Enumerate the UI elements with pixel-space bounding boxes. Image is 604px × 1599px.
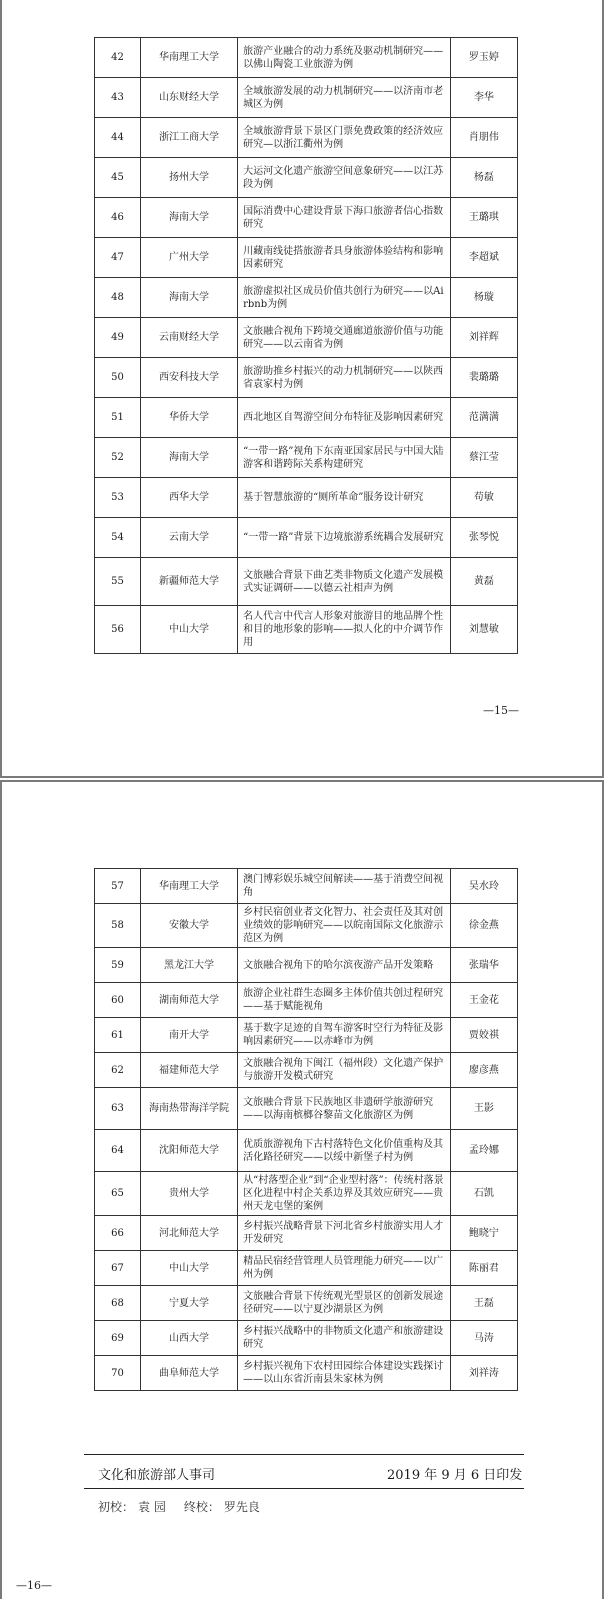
university-cell: 湖南师范大学 bbox=[140, 983, 237, 1018]
project-title-cell: 精品民宿经营管理人员管理能力研究——以广州为例 bbox=[238, 1251, 451, 1286]
university-cell: 宁夏大学 bbox=[140, 1286, 237, 1321]
author-cell: 范满满 bbox=[450, 398, 517, 438]
document-page-15 bbox=[0, 0, 604, 778]
author-cell: 刘慧敏 bbox=[450, 606, 517, 654]
table-row bbox=[95, 158, 518, 198]
author-cell: 孟玲娜 bbox=[450, 1130, 517, 1172]
author-cell: 李华 bbox=[450, 78, 517, 118]
project-title-cell: 旅游虚拟社区成员价值共创行为研究——以Airbnb为例 bbox=[238, 278, 451, 318]
project-title-cell: 乡村振兴战略中的非物质文化遗产和旅游建设研究 bbox=[238, 1321, 451, 1356]
table-row bbox=[95, 983, 518, 1018]
project-title-cell: 乡村民宿创业者文化智力、社会责任及其对创业绩效的影响研究——以皖南国际文化旅游示范区为例 bbox=[238, 904, 451, 948]
row-number: 48 bbox=[95, 278, 141, 318]
table-row bbox=[95, 438, 518, 478]
row-number: 70 bbox=[95, 1356, 141, 1391]
table-row bbox=[95, 1356, 518, 1391]
author-cell: 陈丽君 bbox=[450, 1251, 517, 1286]
university-cell: 福建师范大学 bbox=[140, 1053, 237, 1088]
row-number: 60 bbox=[95, 983, 141, 1018]
university-cell: 黑龙江大学 bbox=[140, 948, 237, 983]
project-title-cell: 文旅融合背景下曲艺类非物质文化遗产发展模式实证调研——以德云社相声为例 bbox=[238, 558, 451, 606]
row-number: 43 bbox=[95, 78, 141, 118]
document-page-16 bbox=[0, 780, 604, 1599]
row-number: 58 bbox=[95, 904, 141, 948]
project-title-cell: 文旅融合视角下闽江（福州段）文化遗产保护与旅游开发模式研究 bbox=[238, 1053, 451, 1088]
table-row bbox=[95, 1053, 518, 1088]
author-cell: 王金花 bbox=[450, 983, 517, 1018]
table-row bbox=[95, 318, 518, 358]
university-cell: 浙江工商大学 bbox=[140, 118, 237, 158]
table-row bbox=[95, 1088, 518, 1130]
table-row bbox=[95, 948, 518, 983]
university-cell: 华南理工大学 bbox=[140, 869, 237, 904]
table-row bbox=[95, 558, 518, 606]
row-number: 51 bbox=[95, 398, 141, 438]
project-title-cell: “一带一路”视角下东南亚国家居民与中国大陆游客和谐跨际关系构建研究 bbox=[238, 438, 451, 478]
project-title-cell: 从“村落型企业”到“企业型村落”：传统村落景区化进程中村企关系边界及其效应研究——贵州天龙屯堡的案例 bbox=[238, 1172, 451, 1216]
row-number: 52 bbox=[95, 438, 141, 478]
university-cell: 山东财经大学 bbox=[140, 78, 237, 118]
project-title-cell: “一带一路”背景下边境旅游系统耦合发展研究 bbox=[238, 518, 451, 558]
row-number: 42 bbox=[95, 38, 141, 78]
table-row bbox=[95, 38, 518, 78]
row-number: 55 bbox=[95, 558, 141, 606]
footer-top-rule bbox=[84, 1454, 524, 1455]
author-cell: 王磊 bbox=[450, 1286, 517, 1321]
project-title-cell: 文旅融合背景下传统观光型景区的创新发展途径研究——以宁夏沙湖景区为例 bbox=[238, 1286, 451, 1321]
table-row bbox=[95, 1018, 518, 1053]
table-row bbox=[95, 1286, 518, 1321]
project-title-cell: 西北地区自驾游空间分布特征及影响因素研究 bbox=[238, 398, 451, 438]
university-cell: 南开大学 bbox=[140, 1018, 237, 1053]
project-title-cell: 川藏南线徒搭旅游者具身旅游体验结构和影响因素研究 bbox=[238, 238, 451, 278]
project-title-cell: 文旅融合视角下跨境交通廊道旅游价值与功能研究——以云南省为例 bbox=[238, 318, 451, 358]
project-title-cell: 基于智慧旅游的“厕所革命”服务设计研究 bbox=[238, 478, 451, 518]
table-row bbox=[95, 278, 518, 318]
university-cell: 曲阜师范大学 bbox=[140, 1356, 237, 1391]
author-cell: 李超斌 bbox=[450, 238, 517, 278]
row-number: 54 bbox=[95, 518, 141, 558]
award-list-table bbox=[94, 37, 518, 654]
university-cell: 广州大学 bbox=[140, 238, 237, 278]
author-cell: 裴璐璐 bbox=[450, 358, 517, 398]
project-title-cell: 全域旅游背景下景区门票免费政策的经济效应研究—以浙江衢州为例 bbox=[238, 118, 451, 158]
row-number: 68 bbox=[95, 1286, 141, 1321]
row-number: 50 bbox=[95, 358, 141, 398]
author-cell: 黄磊 bbox=[450, 558, 517, 606]
author-cell: 王影 bbox=[450, 1088, 517, 1130]
proofreader-line bbox=[98, 1498, 264, 1515]
row-number: 53 bbox=[95, 478, 141, 518]
project-title-cell: 基于数字足迹的自驾车游客时空行为特征及影响因素研究——以赤峰市为例 bbox=[238, 1018, 451, 1053]
table-row bbox=[95, 1216, 518, 1251]
author-cell: 马涛 bbox=[450, 1321, 517, 1356]
table-row bbox=[95, 478, 518, 518]
author-cell: 蔡江莹 bbox=[450, 438, 517, 478]
university-cell: 河北师范大学 bbox=[140, 1216, 237, 1251]
author-cell: 杨璇 bbox=[450, 278, 517, 318]
row-number: 56 bbox=[95, 606, 141, 654]
university-cell: 海南大学 bbox=[140, 198, 237, 238]
project-title-cell: 全域旅游发展的动力机制研究——以济南市老城区为例 bbox=[238, 78, 451, 118]
first-proof-label: 初校： bbox=[98, 1500, 135, 1514]
table-row bbox=[95, 1321, 518, 1356]
university-cell: 西华大学 bbox=[140, 478, 237, 518]
author-cell: 张琴悦 bbox=[450, 518, 517, 558]
row-number: 67 bbox=[95, 1251, 141, 1286]
university-cell: 中山大学 bbox=[140, 1251, 237, 1286]
project-title-cell: 澳门博彩娱乐城空间解读——基于消费空间视角 bbox=[238, 869, 451, 904]
project-title-cell: 乡村振兴视角下农村田园综合体建设实践探讨——以山东省沂南县朱家林为例 bbox=[238, 1356, 451, 1391]
first-proof-name: 袁 园 bbox=[138, 1500, 166, 1514]
project-title-cell: 乡村振兴战略背景下河北省乡村旅游实用人才开发研究 bbox=[238, 1216, 451, 1251]
table-row bbox=[95, 1172, 518, 1216]
final-proof-label: 终校： bbox=[183, 1500, 220, 1514]
row-number: 49 bbox=[95, 318, 141, 358]
author-cell: 杨磊 bbox=[450, 158, 517, 198]
final-proof-name: 罗先良 bbox=[223, 1500, 260, 1514]
issue-date: 2019 年 9 月 6 日印发 bbox=[387, 1468, 523, 1483]
university-cell: 沈阳师范大学 bbox=[140, 1130, 237, 1172]
university-cell: 山西大学 bbox=[140, 1321, 237, 1356]
row-number: 44 bbox=[95, 118, 141, 158]
table-row bbox=[95, 518, 518, 558]
row-number: 62 bbox=[95, 1053, 141, 1088]
university-cell: 海南热带海洋学院 bbox=[140, 1088, 237, 1130]
row-number: 45 bbox=[95, 158, 141, 198]
university-cell: 海南大学 bbox=[140, 438, 237, 478]
footer-bottom-rule bbox=[84, 1488, 524, 1489]
university-cell: 中山大学 bbox=[140, 606, 237, 654]
project-title-cell: 文旅融合视角下的哈尔滨夜游产品开发策略 bbox=[238, 948, 451, 983]
university-cell: 华南理工大学 bbox=[140, 38, 237, 78]
university-cell: 海南大学 bbox=[140, 278, 237, 318]
table-row bbox=[95, 1130, 518, 1172]
table-row bbox=[95, 398, 518, 438]
university-cell: 云南财经大学 bbox=[140, 318, 237, 358]
row-number: 66 bbox=[95, 1216, 141, 1251]
author-cell: 徐金燕 bbox=[450, 904, 517, 948]
university-cell: 扬州大学 bbox=[140, 158, 237, 198]
author-cell: 石凯 bbox=[450, 1172, 517, 1216]
project-title-cell: 优质旅游视角下古村落特色文化价值重构及其活化路径研究——以绥中新堡子村为例 bbox=[238, 1130, 451, 1172]
table-row bbox=[95, 869, 518, 904]
table-row bbox=[95, 606, 518, 654]
row-number: 59 bbox=[95, 948, 141, 983]
award-list-table bbox=[94, 868, 518, 1391]
author-cell: 吴水玲 bbox=[450, 869, 517, 904]
row-number: 57 bbox=[95, 869, 141, 904]
table-row bbox=[95, 238, 518, 278]
row-number: 47 bbox=[95, 238, 141, 278]
author-cell: 肖朋伟 bbox=[450, 118, 517, 158]
page-number: —16— bbox=[16, 1579, 52, 1592]
author-cell: 贾姣祺 bbox=[450, 1018, 517, 1053]
university-cell: 贵州大学 bbox=[140, 1172, 237, 1216]
project-title-cell: 国际消费中心建设背景下海口旅游者信心指数研究 bbox=[238, 198, 451, 238]
page-number: —15— bbox=[483, 704, 519, 717]
project-title-cell: 名人代言中代言人形象对旅游目的地品牌个性和目的地形象的影响——拟人化的中介调节作用 bbox=[238, 606, 451, 654]
project-title-cell: 大运河文化遗产旅游空间意象研究——以江苏段为例 bbox=[238, 158, 451, 198]
issuer-text: 文化和旅游部人事司 bbox=[98, 1468, 216, 1483]
table-row bbox=[95, 78, 518, 118]
table-row bbox=[95, 1251, 518, 1286]
author-cell: 刘祥涛 bbox=[450, 1356, 517, 1391]
project-title-cell: 旅游产业融合的动力系统及驱动机制研究——以佛山陶瓷工业旅游为例 bbox=[238, 38, 451, 78]
row-number: 61 bbox=[95, 1018, 141, 1053]
row-number: 64 bbox=[95, 1130, 141, 1172]
university-cell: 安徽大学 bbox=[140, 904, 237, 948]
row-number: 63 bbox=[95, 1088, 141, 1130]
university-cell: 西安科技大学 bbox=[140, 358, 237, 398]
project-title-cell: 旅游助推乡村振兴的动力机制研究——以陕西省袁家村为例 bbox=[238, 358, 451, 398]
author-cell: 刘祥辉 bbox=[450, 318, 517, 358]
table-row bbox=[95, 118, 518, 158]
author-cell: 王璐琪 bbox=[450, 198, 517, 238]
author-cell: 张瑞华 bbox=[450, 948, 517, 983]
row-number: 46 bbox=[95, 198, 141, 238]
author-cell: 罗玉婷 bbox=[450, 38, 517, 78]
project-title-cell: 文旅融合背景下民族地区非遗研学旅游研究——以海南槟榔谷黎苗文化旅游区为例 bbox=[238, 1088, 451, 1130]
table-row bbox=[95, 904, 518, 948]
author-cell: 廖彦燕 bbox=[450, 1053, 517, 1088]
table-row bbox=[95, 198, 518, 238]
project-title-cell: 旅游企业社群生态圈多主体价值共创过程研究——基于赋能视角 bbox=[238, 983, 451, 1018]
author-cell: 鲍晓宁 bbox=[450, 1216, 517, 1251]
row-number: 69 bbox=[95, 1321, 141, 1356]
university-cell: 云南大学 bbox=[140, 518, 237, 558]
row-number: 65 bbox=[95, 1172, 141, 1216]
author-cell: 苟敏 bbox=[450, 478, 517, 518]
university-cell: 新疆师范大学 bbox=[140, 558, 237, 606]
university-cell: 华侨大学 bbox=[140, 398, 237, 438]
table-row bbox=[95, 358, 518, 398]
